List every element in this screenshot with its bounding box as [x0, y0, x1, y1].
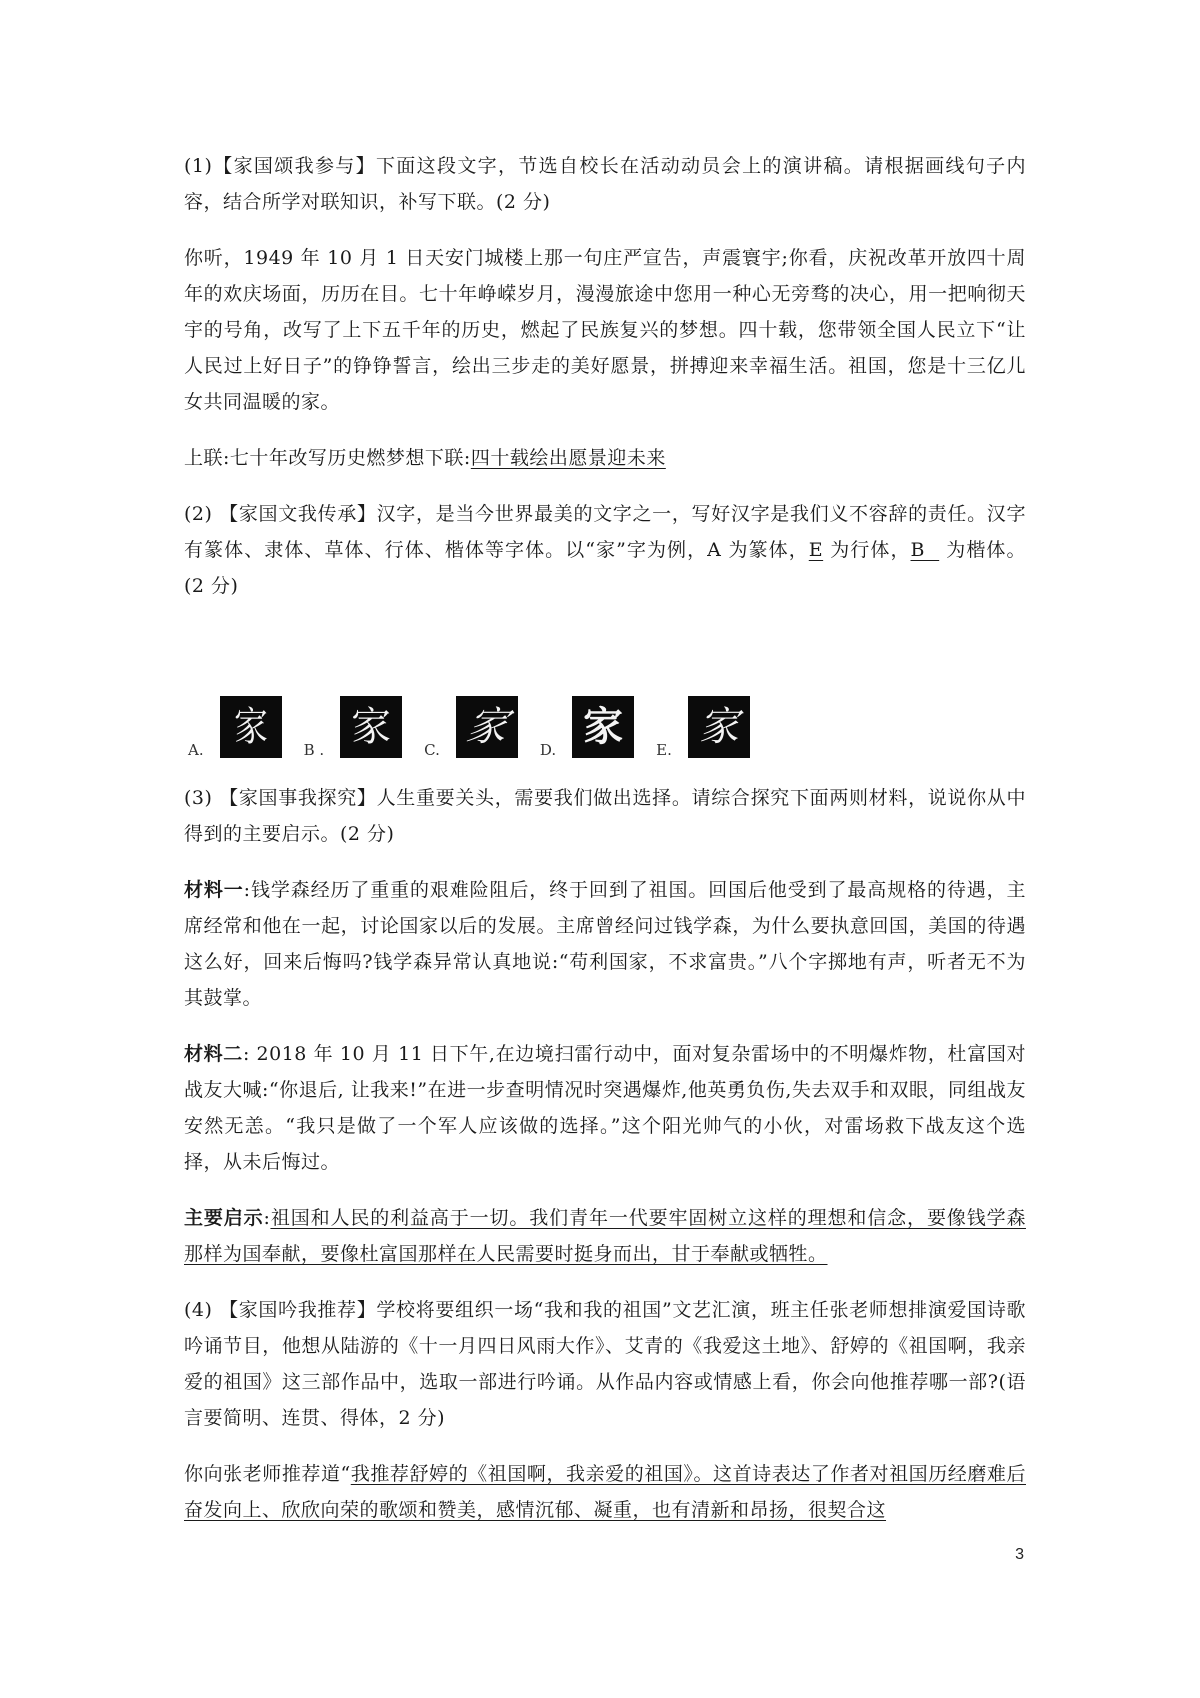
option-e-letter: E.: [656, 741, 672, 759]
question-4-answer-prefix: 你向张老师推荐道“: [184, 1463, 351, 1485]
question-2-answer-regular-script: B: [910, 539, 940, 561]
option-e-glyph: 家: [698, 704, 739, 750]
question-1-passage: 你听，1949 年 10 月 1 日天安门城楼上那一句庄严宣告，声震寰宇;你看，庆祝改革开放四十周年的欢庆场面，历历在目。七十年峥嵘岁月，漫漫旅途中您用一种心无旁骛的决心，用一把响彻天宇的号角，改写了上下五千年的历史，燃起了民族复兴的梦想。四十载，您带领全国人民立下“让人民过上好日子”的铮铮誓言，绘出三步走的美好愿景，拼搏迎来幸福生活。祖国，您是十三亿儿女共同温暖的家。: [184, 247, 1026, 413]
question-1-prompt: (1)【家国颂我参与】下面这段文字，节选自校长在活动动员会上的演讲稿。请根据画线句子内容，结合所学对联知识，补写下联。(2 分): [184, 155, 1026, 213]
option-a-glyph: 家: [233, 704, 268, 750]
option-a-letter: A.: [188, 741, 204, 759]
regular-script-glyph-image: [340, 696, 402, 758]
option-c-letter: C.: [424, 741, 440, 759]
material-2: [184, 1036, 1026, 1180]
page-number: 3: [1015, 1546, 1024, 1563]
question-2-text-part1: (2) 【家国文我传承】汉字，是当今世界最美的文字之一，写好汉字是我们义不容辞的责任。汉字有篆体、隶体、草体、行体、楷体等字体。以“家”字为例，A 为篆体，: [184, 503, 1026, 561]
question-1-answer-line: [184, 440, 1026, 476]
material-2-text: : 2018 年 10 月 11 日下午,在边境扫雷行动中，面对复杂雷场中的不明爆炸物，杜富国对战友大喊:“你退后, 让我来!”在进一步查明情况时突遇爆炸,他英勇负伤,失去双手和双眼，同组战友安然无恙。“我只是做了一个军人应该做的选择。”这个阳光帅气的小伙，对雷场救下战友这个选择，从未后悔过。: [184, 1043, 1026, 1173]
calligraphy-options: [188, 686, 1026, 758]
main-insight-colon: :: [263, 1207, 271, 1229]
option-e: [656, 696, 750, 758]
material-1: [184, 872, 1026, 1016]
seal-script-glyph-image: [220, 696, 282, 758]
question-4-answer-text: 我推荐舒婷的《祖国啊，我亲爱的祖国》。这首诗表达了作者对祖国历经磨难后奋发向上、欣欣向荣的歌颂和赞美，感情沉郁、凝重，也有清新和昂扬，很契合这: [184, 1463, 1026, 1521]
option-d-letter: D.: [539, 741, 557, 759]
option-d-glyph: 家: [583, 704, 624, 750]
option-c: [424, 696, 518, 758]
clerical-script-glyph-image: [572, 696, 634, 758]
material-1-text: :钱学森经历了重重的艰难险阻后，终于回到了祖国。回国后他受到了最高规格的待遇，主席经常和他在一起，讨论国家以后的发展。主席曾经问过钱学森，为什么要执意回国，美国的待遇这么好，回来后悔吗?钱学森异常认真地说:“苟利国家，不求富贵。”八个字掷地有声，听者无不为其鼓掌。: [184, 879, 1026, 1009]
question-2-answer-running-script: E: [808, 539, 824, 561]
question-2-prompt: [184, 496, 1026, 604]
question-3-prompt: (3) 【家国事我探究】人生重要关头，需要我们做出选择。请综合探究下面两则材料，说说你从中得到的主要启示。(2 分): [184, 787, 1026, 845]
main-insight-answer: 祖国和人民的利益高于一切。我们青年一代要牢固树立这样的理想和信念，要像钱学森那样为国奉献，要像杜富国那样在人民需要时挺身而出，甘于奉献或牺牲。: [184, 1207, 1026, 1265]
question-4-answer: [184, 1456, 1026, 1528]
main-insight-label: 主要启示: [184, 1207, 264, 1229]
question-4-prompt: (4) 【家国吟我推荐】学校将要组织一场“我和我的祖国”文艺汇演，班主任张老师想排演爱国诗歌吟诵节目，他想从陆游的《十一月四日风雨大作》、艾青的《我爱这土地》、舒婷的《祖国啊，我亲爱的祖国》这三部作品中，选取一部进行吟诵。从作品内容或情感上看，你会向他推荐哪一部?(语言要简明、连贯、得体，2 分): [184, 1299, 1026, 1429]
material-2-label: 材料二: [184, 1043, 243, 1065]
couplet-first-line: 上联:七十年改写历史燃梦想下联:: [184, 447, 471, 469]
option-b-glyph: 家: [351, 704, 392, 750]
main-insight: [184, 1200, 1026, 1272]
running-script-glyph-image: [688, 696, 750, 758]
option-b: [304, 696, 403, 758]
question-2-text-part2: 为行体，: [823, 539, 911, 561]
option-a: [188, 696, 282, 758]
option-d: [540, 696, 634, 758]
option-c-glyph: 家: [462, 704, 511, 750]
option-b-letter: B .: [303, 741, 325, 759]
cursive-script-glyph-image: [456, 696, 518, 758]
document-content: [184, 148, 1026, 1548]
material-1-label: 材料一: [184, 879, 244, 901]
question-2-text-part3: 为楷体。 (2 分): [184, 539, 1026, 597]
couplet-answer: 四十载绘出愿景迎未来: [470, 447, 666, 469]
